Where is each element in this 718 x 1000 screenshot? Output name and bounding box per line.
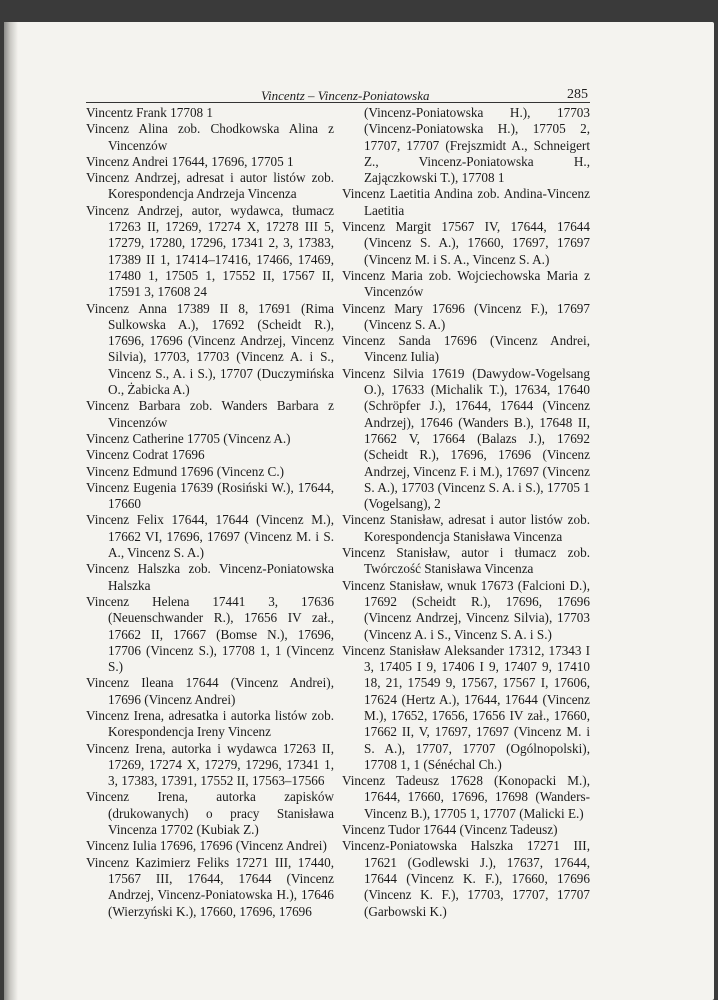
index-entry: Vincenz Mary 17696 (Vincenz F.), 17697 (Vincenz S. A.) [342,300,590,332]
index-entry-continued: (Vincenz-Poniatowska H.), 17703 (Vincenz-Poniatowska H.), 17705 2, 17707, 17707 (Frejszmidt A., Schneigert Z., Vincenz-Poniatowska H., Zajączkowski T.), 17708 1 [364,105,590,186]
page-header [86,76,590,103]
index-entry: Vincenz-Poniatowska Halszka 17271 III, 17621 (Godlewski J.), 17637, 17644, 17644 (Vincenz K. F.), 17660, 17696 (Vincenz K. F.), 17703, 17707, 17707 (Garbowski K.) [342,838,590,919]
index-entry: Vincenz Ileana 17644 (Vincenz Andrei), 17696 (Vincenz Andrei) [86,675,334,707]
index-entry: Vincenz Kazimierz Feliks 17271 III, 17440, 17567 III, 17644, 17644 (Vincenz Andrzej, Vincenz-Poniatowska H.), 17646 (Wierzyński K.), 17660, 17696, 17696 [86,854,334,919]
index-entry: Vincenz Irena, autorka zapisków (drukowanych) o pracy Stanisława Vincenza 17702 (Kubiak Z.) [86,789,334,838]
index-entry: Vincenz Catherine 17705 (Vincenz A.) [86,430,291,446]
index-column-left [86,105,334,920]
index-entry: Vincenz Irena, autorka i wydawca 17263 II, 17269, 17274 X, 17279, 17296, 17341 1, 3, 17383, 17391, 17552 II, 17563–17566 [86,740,334,789]
index-entry: Vincenz Laetitia Andina zob. Andina-Vincenz Laetitia [342,186,590,218]
index-entry: Vincenz Stanisław, autor i tłumacz zob. Twórczość Stanisława Vincenza [342,545,590,577]
index-entry: Vincenz Felix 17644, 17644 (Vincenz M.), 17662 VI, 17696, 17697 (Vincenz M. i S. A., Vincenz S. A.) [86,512,334,561]
index-entry: Vincenz Andrzej, adresat i autor listów zob. Korespondencja Andrzeja Vincenza [86,170,334,202]
page-number: 285 [567,87,588,102]
index-entry: Vincenz Silvia 17619 (Dawydow-Vogelsang O.), 17633 (Michalik T.), 17634, 17640 (Schröpfer J.), 17644, 17644 (Vincenz Andrzej), 17646 (Wanders B.), 17648 II, 17662 V, 17664 (Balazs J.), 17692 (Scheidt R.), 17696, 17696 (Vincenz Andrzej, Vincenz F. i M.), 17697 (Vincenz S. A.), 17703 (Vincenz S. A. i S.), 17705 1 (Vogelsang), 2 [342,365,590,512]
book-page [4,22,714,1000]
index-entry: Vincenz Helena 17441 3, 17636 (Neuenschwander R.), 17656 IV zał., 17662 II, 17667 (Bomse N.), 17696, 17706 (Vincenz S.), 17708 1, 1 (Vincenz S.) [86,593,334,675]
index-entry: Vincenz Codrat 17696 [86,447,205,463]
index-entry: Vincenz Irena, adresatka i autorka listów zob. Korespondencja Ireny Vincenz [86,707,334,740]
index-entry: Vincenz Barbara zob. Wanders Barbara z Vincenzów [86,398,334,430]
binding-shadow [4,22,18,1000]
index-entry: Vincenz Stanisław, adresat i autor listów zob. Korespondencja Stanisława Vincenza [342,512,590,544]
index-entry: Vincenz Iulia 17696, 17696 (Vincenz Andrei) [86,838,327,854]
index-entry: Vincenz Eugenia 17639 (Rosiński W.), 17644, 17660 [86,479,334,512]
index-entry: Vincenz Alina zob. Chodkowska Alina z Vincenzów [86,121,334,153]
running-head: Vincentz – Vincenz-Poniatowska [261,88,430,103]
index-entry: Vincenz Stanisław Aleksander 17312, 17343 I 3, 17405 I 9, 17406 I 9, 17407 9, 17410 18, 21, 17549 9, 17567, 17567 I, 17606, 17624 (Hertz A.), 17644, 17644 (Vincenz M.), 17652, 17656, 17656 IV zał., 17660, 17662 II, V, 17697, 17697 (Vincenz M. i S. A.), 17707, 17707 (Ogólnopolski), 17708 1, 1 (Sénéchal Ch.) [342,642,590,772]
index-entry: Vincenz Margit 17567 IV, 17644, 17644 (Vincenz S. A.), 17660, 17697, 17697 (Vincenz M. i S. A., Vincenz S. A.) [342,219,590,267]
index-entry: Vincenz Tudor 17644 (Vincenz Tadeusz) [342,822,558,838]
index-entry: Vincenz Tadeusz 17628 (Konopacki M.), 17644, 17660, 17696, 17698 (Wanders-Vincenz B.), 17705 1, 17707 (Malicki E.) [342,773,590,821]
index-entry: Vincenz Andrei 17644, 17696, 17705 1 [86,153,294,169]
index-entry: Vincentz Frank 17708 1 [86,105,214,120]
index-column-right [342,105,590,920]
index-entry: Vincenz Sanda 17696 (Vincenz Andrei, Vincenz Iulia) [342,333,590,365]
index-entry: Vincenz Halszka zob. Vincenz-Poniatowska Halszka [86,561,334,593]
index-entry: Vincenz Maria zob. Wojciechowska Maria z Vincenzów [342,267,590,300]
index-entry: Vincenz Andrzej, autor, wydawca, tłumacz 17263 II, 17269, 17274 X, 17278 III 5, 17279, 17280, 17296, 17341 2, 3, 17383, 17389 II 1, 17414–17416, 17466, 17469, 17480 1, 17505 1, 17552 II, 17567 II, 17591 3, 17608 24 [86,202,334,300]
index-entry: Vincenz Edmund 17696 (Vincenz C.) [86,463,285,479]
index-entry: Vincenz Stanisław, wnuk 17673 (Falcioni D.), 17692 (Scheidt R.), 17696, 17696 (Vincenz Andrzej, Vincenz Silvia), 17703 (Vincenz A. i S., Vincenz S. A. i S.) [342,577,590,642]
index-entry: Vincenz Anna 17389 II 8, 17691 (Rima Sulkowska A.), 17692 (Scheidt R.), 17696, 17696 (Vincenz Andrzej, Vincenz Silvia), 17703, 17703 (Vincenz A. i S., Vincenz S., A. i S.), 17707 (Duczymińska O., Żabicka A.) [86,300,334,398]
